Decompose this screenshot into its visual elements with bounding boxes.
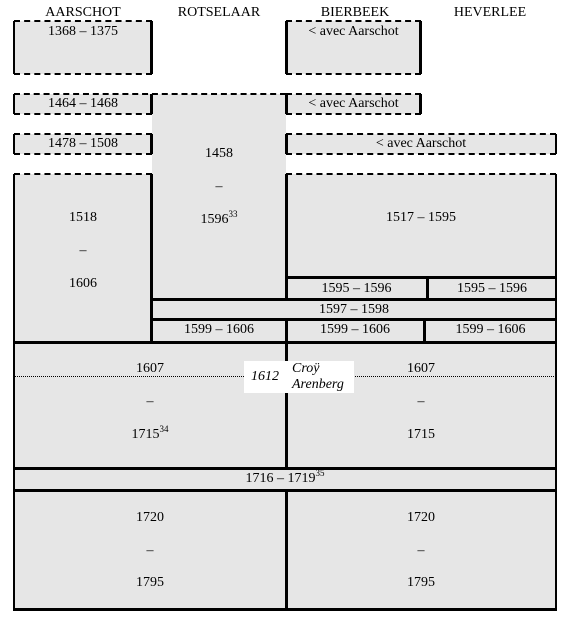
label-left-1607-start: 1607: [136, 361, 164, 376]
label-rotselaar-start: 1458: [205, 146, 233, 161]
label-aarschot-1464: 1464 – 1468: [48, 96, 118, 111]
label-bierbeek-1595: 1595 – 1596: [321, 281, 392, 296]
line-h-319: [151, 318, 557, 321]
line-h-468: [13, 467, 557, 470]
label-left-1720-start: 1720: [136, 510, 164, 525]
label-rotselaar-dash: –: [215, 179, 223, 194]
label-heverlee-1599: 1599 – 1606: [455, 322, 526, 337]
dash-top-aarschot-main: [14, 173, 152, 175]
dash-bottom-bierbeek-p1: [286, 73, 421, 75]
label-bierbeek-heverlee-p3: < avec Aarschot: [375, 136, 467, 151]
label-bierbeek-1599: 1599 – 1606: [320, 322, 390, 337]
dash-top-aarschot-p3: [14, 133, 152, 135]
label-right-1607-end: 1715: [407, 427, 435, 442]
line-h-299: [151, 298, 557, 301]
croy-year: 1612: [251, 369, 279, 384]
dash-bottom-bierbeek-p2: [286, 113, 421, 115]
dash-bottom-aarschot-p1: [14, 73, 152, 75]
label-right-1720-dash: –: [417, 543, 425, 558]
line-h-490: [13, 489, 557, 492]
dash-top-bierbeek-main: [286, 173, 556, 175]
dash-top-bierbeek-p1: [286, 20, 421, 22]
label-left-1720-dash: –: [146, 543, 154, 558]
dash-top-bierbeek-p3: [286, 133, 556, 135]
arenberg-name: Arenberg: [292, 377, 344, 392]
label-left-1720-end: 1795: [136, 575, 164, 590]
label-right-1607-start: 1607: [407, 361, 435, 376]
label-bierbeek-p1: < avec Aarschot: [308, 24, 399, 39]
line-h-610: [13, 608, 557, 611]
line-h-277: [286, 276, 557, 279]
label-aarschot-main-start: 1518: [69, 210, 97, 225]
label-bierbeek-heverlee-main: 1517 – 1595: [386, 210, 456, 225]
label-aarschot-main-end: 1606: [69, 276, 97, 291]
header-heverlee: HEVERLEE: [453, 5, 527, 20]
label-right-1720-start: 1720: [407, 510, 435, 525]
header-rotselaar: ROTSELAAR: [177, 5, 261, 20]
label-span-1597: 1597 – 1598: [319, 302, 389, 317]
header-bierbeek: BIERBEEK: [320, 5, 390, 20]
dash-bottom-aarschot-p3: [14, 153, 152, 155]
label-aarschot-1368: 1368 – 1375: [48, 24, 118, 39]
dash-top-aarschot-p1: [14, 20, 152, 22]
header-aarschot: AARSCHOT: [45, 5, 121, 20]
label-rotselaar-1599: 1599 – 1606: [184, 322, 254, 337]
label-aarschot-main-dash: –: [79, 243, 87, 258]
label-rotselaar-end: 1596$^{33}$: [200, 209, 238, 227]
label-span-1716: 1716 – 1719$^{35}$: [245, 468, 325, 486]
label-heverlee-1595: 1595 – 1596: [457, 281, 527, 296]
footnote-33: 33: [228, 209, 238, 219]
croy-name: Croÿ: [292, 361, 320, 376]
label-aarschot-1478: 1478 – 1508: [48, 136, 118, 151]
label-left-1607-end: 1715$^{34}$: [131, 424, 169, 442]
dash-bottom-bierbeek-p3: [286, 153, 556, 155]
line-h-342: [13, 341, 557, 344]
label-right-1720-end: 1795: [407, 575, 435, 590]
footnote-35: 35: [315, 468, 325, 478]
label-bierbeek-p2: < avec Aarschot: [308, 96, 399, 111]
dash-bottom-aarschot-p2: [14, 113, 152, 115]
label-right-1607-dash: –: [417, 394, 425, 409]
footnote-34: 34: [159, 424, 169, 434]
rotselaar-1458-box: [152, 94, 286, 299]
croy-arenberg-marker: [244, 361, 354, 393]
label-left-1607-dash: –: [146, 394, 154, 409]
dash-top-bierbeek-p2: [286, 93, 421, 95]
